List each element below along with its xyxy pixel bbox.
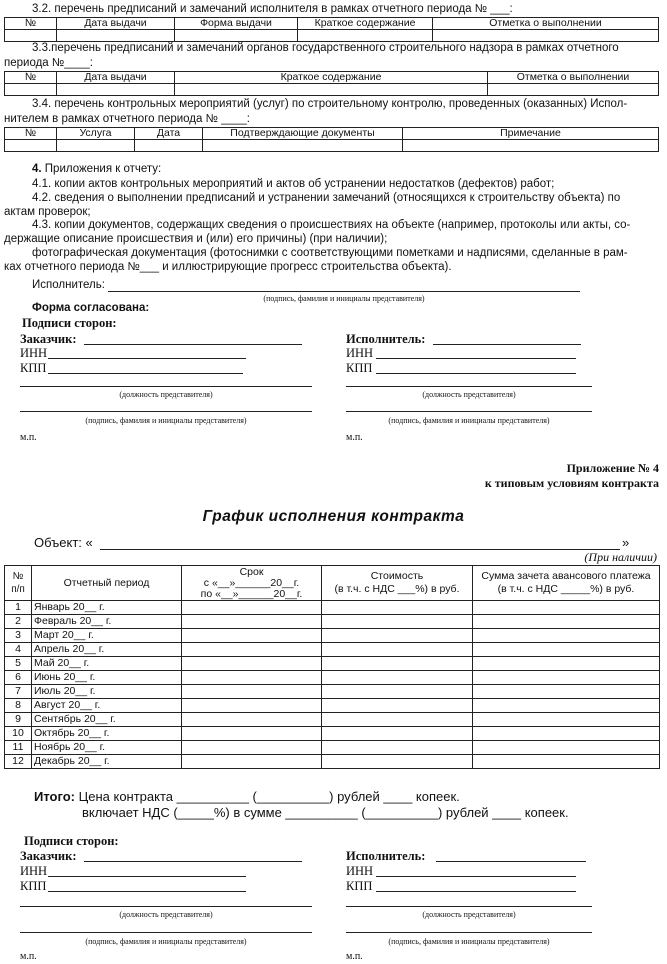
executor-inn-line: [376, 358, 576, 359]
customer-label: Заказчик:: [20, 332, 77, 346]
total-vat: включает НДС (_____%) в сумме __________ (__________) рублей ____ копеек.: [82, 805, 569, 820]
table-row: [5, 685, 660, 699]
customer-kpp-label: КПП: [20, 361, 47, 375]
section-3-4-heading-line2: нителем в рамках отчетного периода № ____:: [4, 113, 250, 125]
table-3-2: [4, 17, 659, 42]
row-cost-cell: [322, 615, 473, 629]
row-cost-cell: [322, 629, 473, 643]
row-advance-cell: [473, 615, 660, 629]
row-term-cell: [182, 671, 322, 685]
row-cost-cell: [322, 657, 473, 671]
customer-position-caption: (должность представителя): [119, 390, 213, 399]
appendix-item: 4.1. копии актов контрольных мероприятий и актов об устранении недостатков (дефектов) работ;: [32, 178, 555, 190]
schedule-table: [4, 565, 660, 769]
row-term-cell: [182, 713, 322, 727]
row-number: 6: [5, 671, 32, 685]
row-number: 9: [5, 713, 32, 727]
executor-sign-caption: (подпись, фамилия и инициалы представителя): [263, 294, 425, 303]
executor-kpp-line: [376, 373, 576, 374]
executor2-line: [436, 861, 586, 862]
object-label: Объект: «: [34, 535, 93, 550]
customer2-sign-caption: (подпись, фамилия и инициалы представителя): [85, 937, 247, 946]
row-period: Июнь 20__ г.: [32, 671, 182, 685]
table-row: [5, 727, 660, 741]
table-3-4: [4, 127, 659, 152]
advance-header-sub: (в т.ч. с НДС _____%) в руб.: [497, 583, 635, 595]
row-term-cell: [182, 727, 322, 741]
table-header-cell: Дата: [135, 128, 203, 140]
table-header-cell: №: [5, 72, 57, 84]
if-any-note: (При наличии): [584, 550, 657, 564]
row-term-cell: [182, 755, 322, 769]
executor-seal-label: м.п.: [346, 432, 363, 443]
row-number: 4: [5, 643, 32, 657]
row-advance-cell: [473, 699, 660, 713]
row-period: Июль 20__ г.: [32, 685, 182, 699]
num-header-sub: п/п: [11, 584, 25, 595]
table-row: [5, 140, 659, 152]
appendix-item: 4.3. копии документов, содержащих сведения о происшествиях на объекте (например, протоколы или акты, со-: [32, 219, 631, 231]
table-header-cell: Краткое содержание: [175, 72, 488, 84]
cost-header-cell: [322, 566, 473, 601]
executor2-kpp-line: [376, 891, 576, 892]
table-row: [5, 72, 659, 84]
customer-sign-caption: (подпись, фамилия и инициалы представителя): [85, 416, 247, 425]
table-row: [5, 713, 660, 727]
customer2-position-line: [20, 906, 312, 907]
table-header-cell: Дата выдачи: [57, 18, 175, 30]
executor-inn-label: ИНН: [346, 346, 374, 360]
customer2-label: Заказчик:: [20, 849, 77, 863]
row-advance-cell: [473, 657, 660, 671]
appendix-item: фотографическая документация (фотоснимки с соответствующими пометками и надписями, сделанные в рам-: [32, 247, 628, 259]
cost-header: Стоимость: [370, 570, 424, 582]
section-3-3-heading-line1: 3.3.перечень предписаний и замечаний органов государственного строительного надзора в рамках отчетного: [32, 42, 619, 54]
appendix-item: 4.2. сведения о выполнении предписаний и устранении замечаний (относящихся к строительству объекта) по: [32, 192, 621, 204]
table-row: [5, 615, 660, 629]
table-header-cell: Примечание: [403, 128, 659, 140]
executor-line-right: [433, 344, 581, 345]
customer2-sign-line: [20, 932, 312, 933]
customer2-kpp-line: [48, 891, 246, 892]
row-advance-cell: [473, 755, 660, 769]
table-row: [5, 30, 659, 42]
executor2-kpp-label: КПП: [346, 879, 373, 893]
executor2-label: Исполнитель:: [346, 849, 426, 863]
table-row: [5, 657, 660, 671]
table-header-cell: Отметка о выполнении: [433, 18, 659, 30]
section-3-4-heading-line1: 3.4. перечень контрольных мероприятий (услуг) по строительному контролю, проведенных (оказанных) Испол-: [32, 98, 628, 110]
table-header-cell: Краткое содержание: [298, 18, 433, 30]
row-advance-cell: [473, 629, 660, 643]
executor2-sign-line: [346, 932, 592, 933]
row-period: Апрель 20__ г.: [32, 643, 182, 657]
table-header-cell: Дата выдачи: [57, 72, 175, 84]
row-term-cell: [182, 615, 322, 629]
row-period: Ноябрь 20__ г.: [32, 741, 182, 755]
row-term-cell: [182, 741, 322, 755]
signatures-title: Подписи сторон:: [22, 316, 117, 330]
object-close: »: [622, 535, 630, 550]
row-cost-cell: [322, 601, 473, 615]
row-advance-cell: [473, 741, 660, 755]
customer-line: [84, 344, 302, 345]
table-header-row: [5, 566, 660, 601]
row-cost-cell: [322, 643, 473, 657]
row-number: 1: [5, 601, 32, 615]
num-header: №: [12, 571, 24, 582]
row-period: Август 20__ г.: [32, 699, 182, 713]
customer-position-line: [20, 386, 312, 387]
table-row: [5, 601, 660, 615]
row-number: 7: [5, 685, 32, 699]
attachment-number: Приложение № 4: [566, 461, 659, 475]
table-row: [5, 128, 659, 140]
row-cost-cell: [322, 727, 473, 741]
executor-position-line: [346, 386, 592, 387]
customer2-seal-label: м.п.: [20, 951, 37, 962]
row-advance-cell: [473, 713, 660, 727]
appendix-item: актам проверок;: [4, 206, 91, 218]
section-3-2-heading: 3.2. перечень предписаний и замечаний исполнителя в рамках отчетного периода № ___:: [32, 3, 513, 15]
executor-position-caption: (должность представителя): [422, 390, 516, 399]
object-line: [100, 549, 620, 550]
executor-sign-caption-right: (подпись, фамилия и инициалы представителя): [388, 416, 550, 425]
table-row: [5, 755, 660, 769]
executor2-position-line: [346, 906, 592, 907]
table-header-cell: Отметка о выполнении: [488, 72, 659, 84]
section-3-3-heading-line2: периода №____:: [4, 57, 94, 69]
row-number: 5: [5, 657, 32, 671]
appendix-title: Приложения к отчету:: [41, 163, 162, 175]
term-to: по «__»______20__г.: [200, 587, 303, 600]
executor2-position-caption: (должность представителя): [422, 910, 516, 919]
executor-sign-line-right: [346, 411, 592, 412]
table-row: [5, 699, 660, 713]
row-cost-cell: [322, 713, 473, 727]
executor-label-right: Исполнитель:: [346, 332, 426, 346]
row-period: Март 20__ г.: [32, 629, 182, 643]
customer-seal-label: м.п.: [20, 432, 37, 443]
period-header: Отчетный период: [32, 566, 182, 601]
customer-inn-line: [48, 358, 246, 359]
term-header-cell: [182, 566, 322, 601]
form-agreed-label: Форма согласована:: [32, 302, 150, 314]
row-cost-cell: [322, 685, 473, 699]
attachment-subtitle: к типовым условиям контракта: [484, 476, 659, 490]
total-line1: [34, 789, 460, 804]
table-header-cell: Подтверждающие документы: [203, 128, 403, 140]
row-period: Декабрь 20__ г.: [32, 755, 182, 769]
cost-header-sub: (в т.ч. с НДС ___%) в руб.: [334, 583, 460, 595]
executor2-seal-label: м.п.: [346, 951, 363, 962]
term-from: с «__»______20__г.: [203, 576, 300, 589]
row-period: Май 20__ г.: [32, 657, 182, 671]
row-number: 12: [5, 755, 32, 769]
row-term-cell: [182, 699, 322, 713]
customer-kpp-line: [48, 373, 243, 374]
row-period: Январь 20__ г.: [32, 601, 182, 615]
appendix-item: держащие описание происшествия и (или) его причины) (при наличии);: [4, 233, 388, 245]
table-row: [5, 629, 660, 643]
term-header: Срок: [239, 565, 264, 578]
row-cost-cell: [322, 671, 473, 685]
row-term-cell: [182, 685, 322, 699]
appendix-heading: [32, 162, 655, 177]
customer2-line: [84, 861, 302, 862]
row-period: Февраль 20__ г.: [32, 615, 182, 629]
table-row: [5, 741, 660, 755]
row-advance-cell: [473, 685, 660, 699]
row-cost-cell: [322, 741, 473, 755]
executor-kpp-label: КПП: [346, 361, 373, 375]
table-header-cell: №: [5, 18, 57, 30]
table-header-cell: №: [5, 128, 57, 140]
executor2-inn-label: ИНН: [346, 864, 374, 878]
executor-sign-line: [108, 291, 580, 292]
schedule-title: График исполнения контракта: [202, 508, 465, 525]
row-term-cell: [182, 657, 322, 671]
table-header-cell: Форма выдачи: [175, 18, 298, 30]
row-term-cell: [182, 643, 322, 657]
row-advance-cell: [473, 671, 660, 685]
advance-header-cell: [473, 566, 660, 601]
customer-sign-line: [20, 411, 312, 412]
table-row: [5, 84, 659, 96]
signatures2-title: Подписи сторон:: [24, 834, 119, 848]
num-header-cell: [5, 566, 32, 601]
customer2-inn-line: [48, 876, 246, 877]
customer2-kpp-label: КПП: [20, 879, 47, 893]
customer-inn-label: ИНН: [20, 346, 48, 360]
row-advance-cell: [473, 727, 660, 741]
customer2-inn-label: ИНН: [20, 864, 48, 878]
appendix-item: ках отчетного периода №___ и иллюстрирующие прогресс строительства объекта).: [4, 261, 452, 273]
row-term-cell: [182, 601, 322, 615]
executor2-inn-line: [376, 876, 576, 877]
table-header-cell: Услуга: [57, 128, 135, 140]
schedule-body: [5, 601, 660, 769]
table-row: [5, 643, 660, 657]
row-number: 3: [5, 629, 32, 643]
advance-header: Сумма зачета авансового платежа: [481, 570, 651, 582]
row-number: 10: [5, 727, 32, 741]
executor-label: Исполнитель:: [32, 279, 105, 291]
table-3-3: [4, 71, 659, 96]
row-term-cell: [182, 629, 322, 643]
table-row: [5, 18, 659, 30]
row-cost-cell: [322, 699, 473, 713]
customer2-position-caption: (должность представителя): [119, 910, 213, 919]
total-price: Цена контракта __________ (__________) рублей ____ копеек.: [75, 789, 460, 804]
appendix-number: 4.: [32, 163, 42, 175]
total-label: Итого:: [34, 789, 75, 804]
row-number: 11: [5, 741, 32, 755]
row-advance-cell: [473, 601, 660, 615]
row-number: 2: [5, 615, 32, 629]
executor2-sign-caption: (подпись, фамилия и инициалы представителя): [388, 937, 550, 946]
row-period: Сентябрь 20__ г.: [32, 713, 182, 727]
row-period: Октябрь 20__ г.: [32, 727, 182, 741]
row-advance-cell: [473, 643, 660, 657]
row-cost-cell: [322, 755, 473, 769]
row-number: 8: [5, 699, 32, 713]
table-row: [5, 671, 660, 685]
